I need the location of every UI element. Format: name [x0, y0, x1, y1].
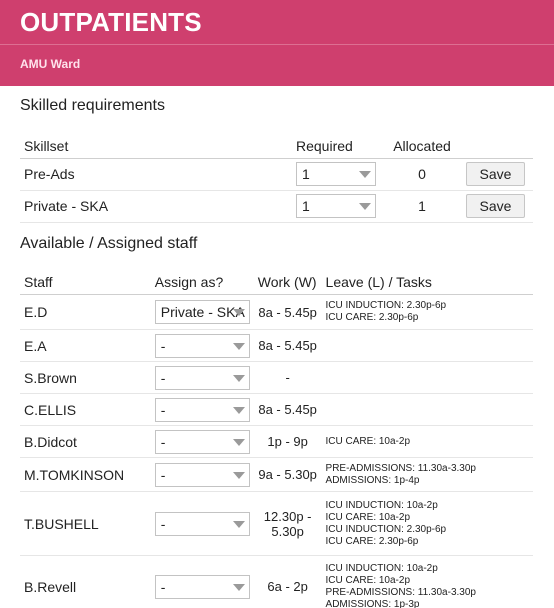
- skills-section-title: Skilled requirements: [20, 97, 165, 114]
- staff-list: [20, 295, 533, 608]
- chevron-down-icon: [233, 439, 245, 446]
- table-row: [20, 556, 533, 608]
- assign-as-select[interactable]: -: [155, 463, 250, 487]
- task-entry: ICU CARE: 10a-2p: [325, 574, 411, 586]
- header-divider: [0, 44, 554, 45]
- col-skillset: Skillset: [20, 134, 292, 158]
- table-row: [20, 295, 533, 330]
- table-row: [20, 458, 533, 492]
- staff-name: E.A: [20, 330, 151, 362]
- assign-as-select[interactable]: -: [155, 366, 250, 390]
- assign-as-select[interactable]: -: [155, 334, 250, 358]
- work-hours: -: [254, 362, 322, 394]
- col-staff: Staff: [20, 270, 151, 295]
- col-work: Work (W): [254, 270, 322, 295]
- chevron-down-icon: [233, 584, 245, 591]
- leave-tasks: [322, 458, 533, 492]
- chevron-down-icon: [233, 375, 245, 382]
- table-row: [20, 492, 533, 556]
- leave-tasks: [322, 394, 533, 426]
- table-row: [20, 330, 533, 362]
- save-button[interactable]: Save: [466, 162, 525, 186]
- col-leave-tasks: Leave (L) / Tasks: [322, 270, 533, 295]
- task-entry: ICU INDUCTION: 2.30p-6p: [325, 523, 447, 535]
- task-entry: ADMISSIONS: 1p-3p: [325, 598, 420, 608]
- task-entry: ICU CARE: 10a-2p: [325, 511, 411, 523]
- chevron-down-icon: [233, 343, 245, 350]
- work-hours: 1p - 9p: [254, 426, 322, 458]
- task-entry: ICU CARE: 10a-2p: [325, 435, 411, 447]
- table-row: [20, 158, 533, 190]
- chevron-down-icon: [233, 521, 245, 528]
- staff-name: B.Revell: [20, 556, 151, 608]
- app-header: [0, 0, 554, 86]
- work-hours: 8a - 5.45p: [254, 295, 322, 330]
- work-hours: 12.30p - 5.30p: [254, 492, 322, 556]
- table-row: [20, 190, 533, 222]
- chevron-down-icon: [359, 203, 371, 210]
- chevron-down-icon: [359, 171, 371, 178]
- assign-as-select[interactable]: -: [155, 575, 250, 599]
- staff-name: M.TOMKINSON: [20, 458, 151, 492]
- staff-name: B.Didcot: [20, 426, 151, 458]
- work-hours: 8a - 5.45p: [254, 330, 322, 362]
- required-select[interactable]: 1: [296, 194, 376, 218]
- allocated-count: 0: [382, 158, 462, 190]
- ward-name: AMU Ward: [20, 57, 81, 71]
- task-entry: ICU INDUCTION: 2.30p-6p: [325, 300, 447, 311]
- allocated-count: 1: [382, 190, 462, 222]
- task-entry: ICU INDUCTION: 10a-2p: [325, 562, 438, 574]
- required-select[interactable]: 1: [296, 162, 376, 186]
- table-row: [20, 394, 533, 426]
- col-action: [462, 134, 533, 158]
- col-assign-as: Assign as?: [151, 270, 254, 295]
- chevron-down-icon: [233, 472, 245, 479]
- work-hours: 8a - 5.45p: [254, 394, 322, 426]
- leave-tasks: [322, 330, 533, 362]
- staff-name: C.ELLIS: [20, 394, 151, 426]
- task-entry: ICU CARE: 2.30p-6p: [325, 535, 419, 547]
- leave-tasks: [322, 492, 533, 556]
- staff-name: T.BUSHELL: [20, 492, 151, 556]
- table-row: [20, 426, 533, 458]
- staff-name: E.D: [20, 295, 151, 330]
- save-button[interactable]: Save: [466, 194, 525, 218]
- chevron-down-icon: [233, 407, 245, 414]
- leave-tasks: [322, 426, 533, 458]
- leave-tasks: [322, 295, 533, 330]
- staff-table: [20, 270, 533, 608]
- leave-tasks: [322, 556, 533, 608]
- staff-name: S.Brown: [20, 362, 151, 394]
- col-required: Required: [292, 134, 382, 158]
- skills-table: [20, 134, 533, 223]
- col-allocated: Allocated: [382, 134, 462, 158]
- task-entry: ICU INDUCTION: 10a-2p: [325, 499, 438, 511]
- task-entry: PRE-ADMISSIONS: 11.30a-3.30p: [325, 586, 476, 598]
- work-hours: 9a - 5.30p: [254, 458, 322, 492]
- page-title: OUTPATIENTS: [20, 7, 202, 37]
- leave-tasks: [322, 362, 533, 394]
- assign-as-select[interactable]: Private - SKA: [155, 300, 250, 324]
- skillset-name: Pre-Ads: [20, 158, 292, 190]
- task-entry: ADMISSIONS: 1p-4p: [325, 474, 420, 486]
- assign-as-select[interactable]: -: [155, 398, 250, 422]
- task-entry: PRE-ADMISSIONS: 11.30a-3.30p: [325, 462, 476, 474]
- task-entry: ICU CARE: 2.30p-6p: [325, 312, 419, 323]
- chevron-down-icon: [233, 309, 245, 316]
- assign-as-select[interactable]: -: [155, 430, 250, 454]
- staff-section-title: Available / Assigned staff: [20, 235, 198, 252]
- work-hours: 6a - 2p: [254, 556, 322, 608]
- table-row: [20, 362, 533, 394]
- skillset-name: Private - SKA: [20, 190, 292, 222]
- assign-as-select[interactable]: -: [155, 512, 250, 536]
